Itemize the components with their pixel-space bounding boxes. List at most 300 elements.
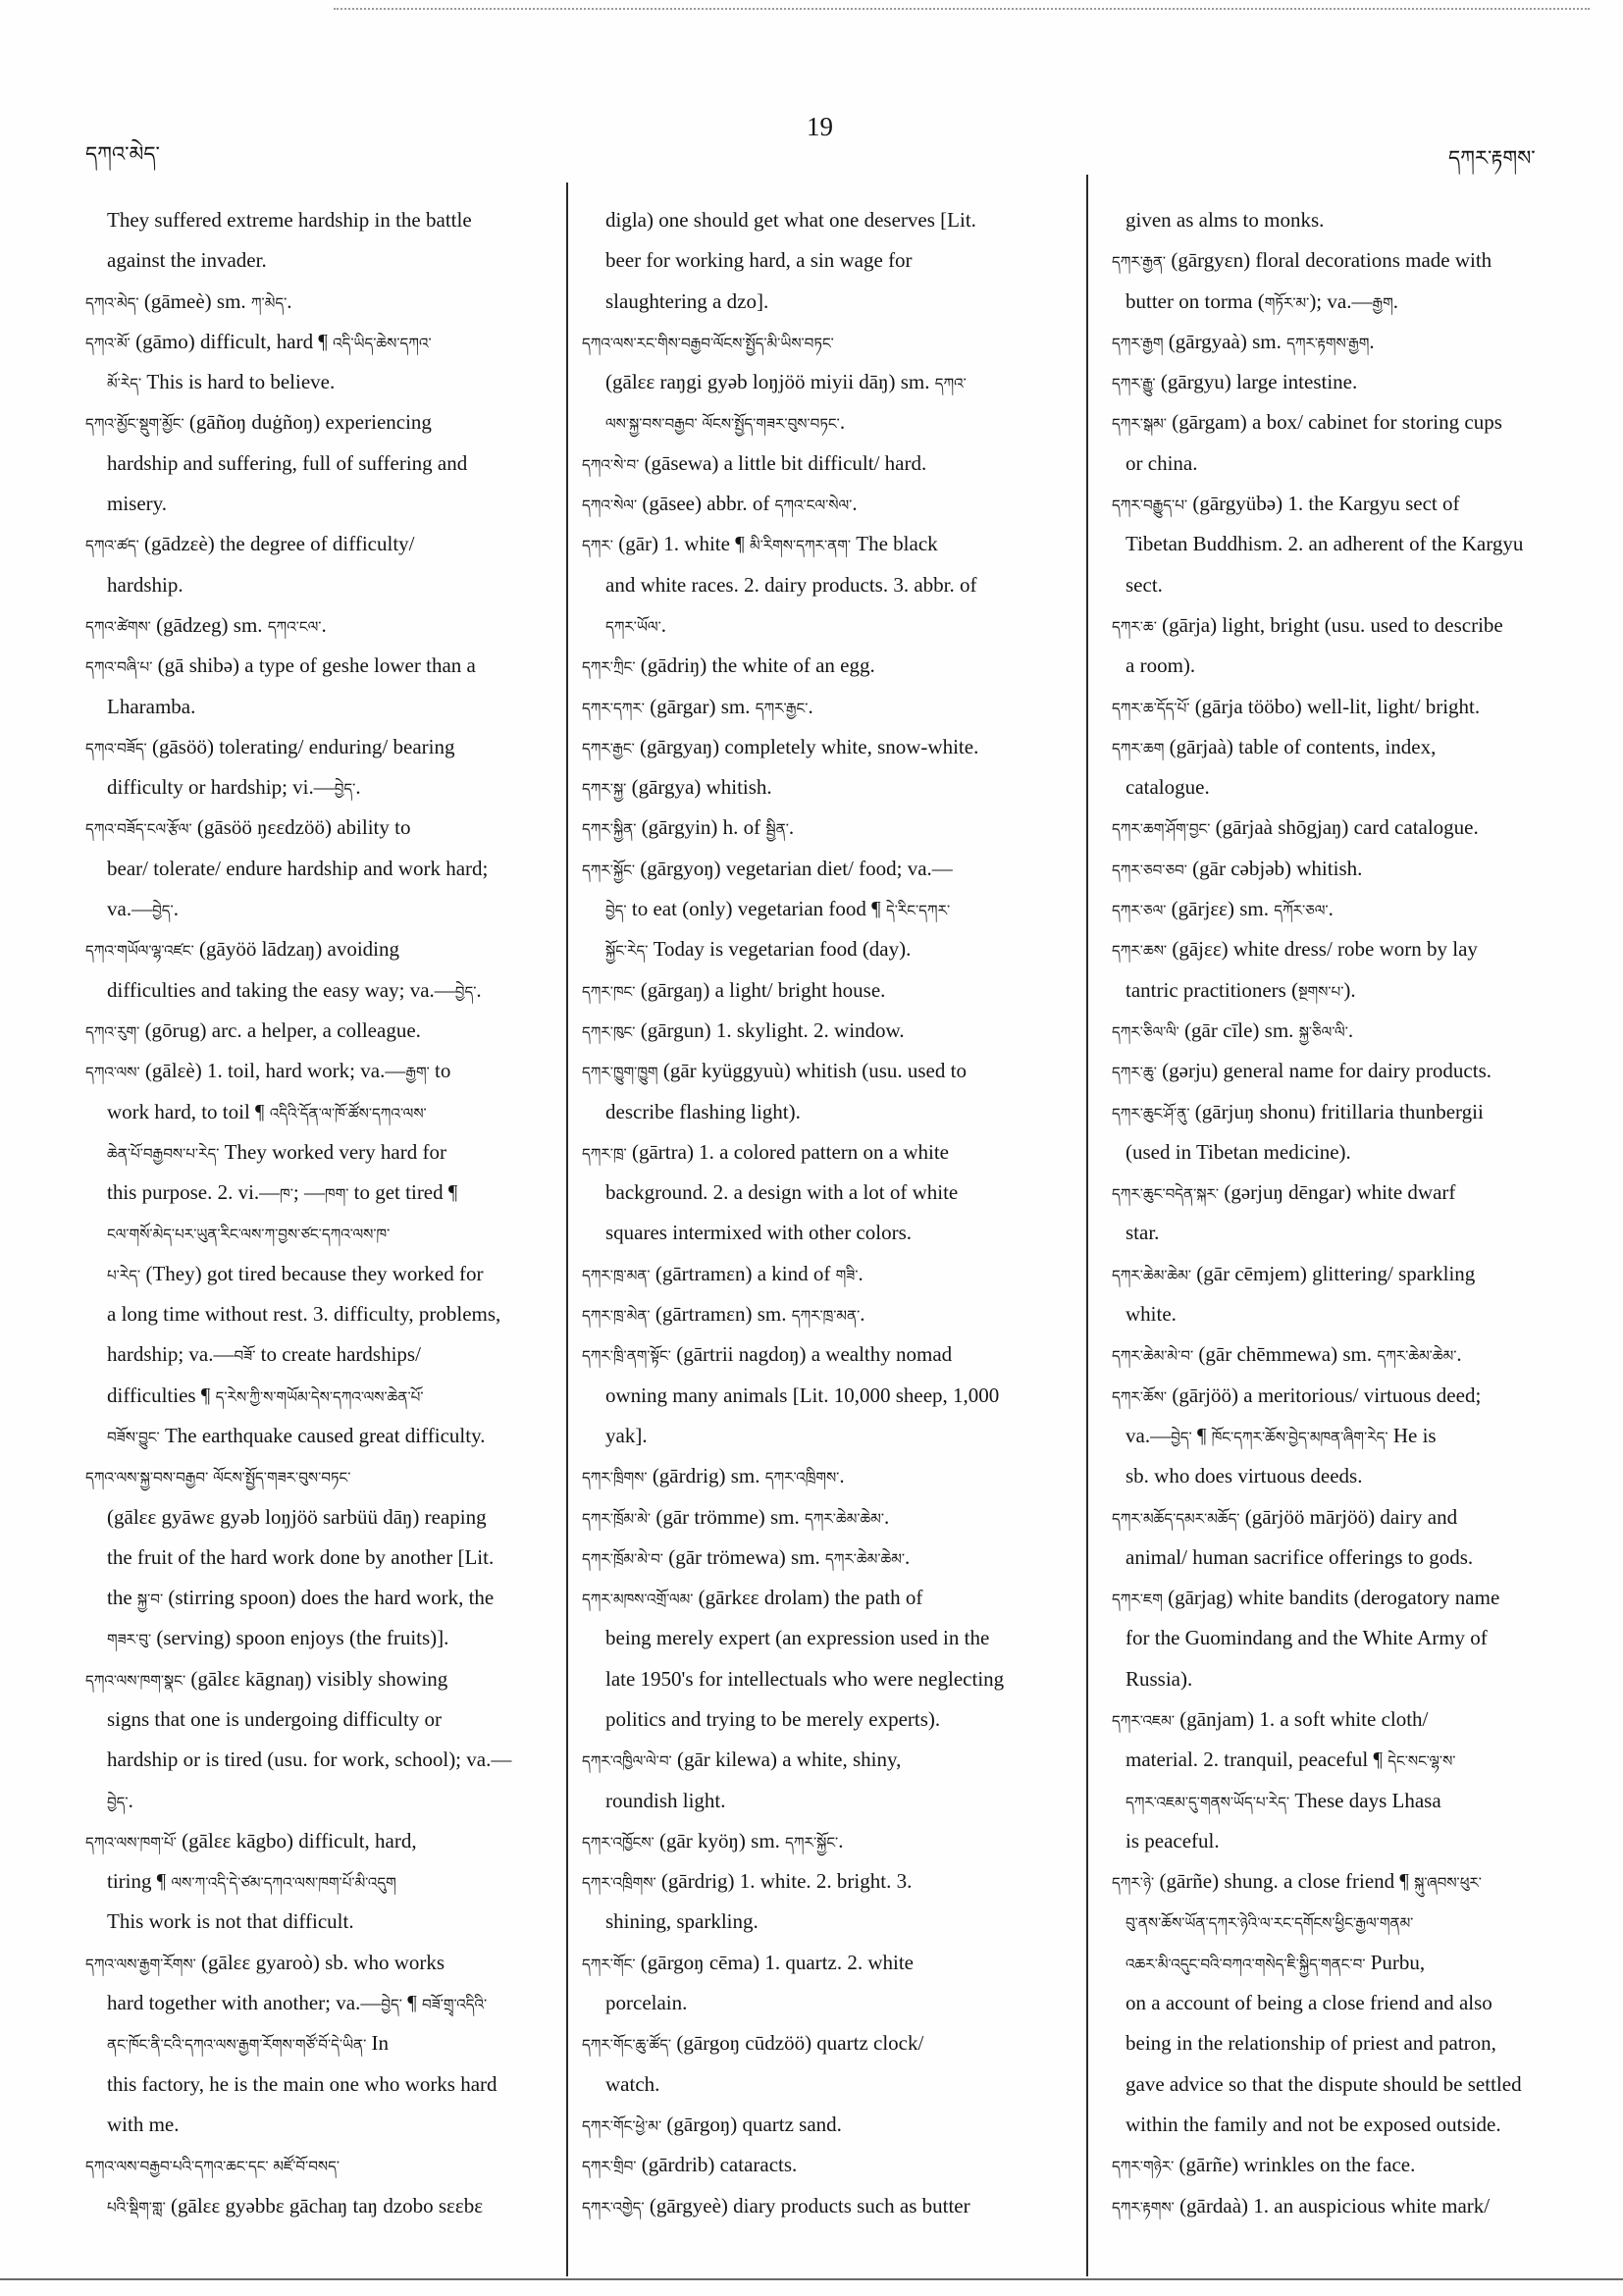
tibetan-text: དཀར་རྒྱུ་ bbox=[1112, 375, 1156, 393]
entry-continuation-line: yak]. bbox=[605, 1423, 648, 1447]
entry-continuation-line: hardship and suffering, full of suffering and bbox=[107, 450, 468, 475]
entry-continuation-line: the སྐྱ་བ་ (stirring spoon) does the hard work, the bbox=[107, 1586, 495, 1610]
tibetan-text: དཀར་འཁྲིགས་ bbox=[764, 1469, 840, 1487]
tibetan-text: སྐུ་ཞབས་ཕུར་ bbox=[1414, 1874, 1482, 1893]
tibetan-text: རྒྱག་ bbox=[405, 1064, 430, 1082]
dictionary-entry bbox=[1112, 849, 1585, 889]
tibetan-text: བྱེད་ bbox=[381, 1996, 402, 2014]
tibetan-text: དཀར་ཅལ་ bbox=[1112, 902, 1167, 920]
entry-continuation-line: squares intermixed with other colors. bbox=[605, 1221, 913, 1245]
entry-continuation-line: hard together with another; va.—བྱེད་ ¶ བཟོ་གྲྭ་འདིའི་ bbox=[107, 1991, 488, 2015]
entry-headword-line: དཀའ་ལས་ (gālɛè) 1. toil, hard work; va.—རྒྱག་ to bbox=[85, 1059, 451, 1083]
tibetan-text: ཁོང་དཀར་ཆོས་བྱེད་མཁན་ཞིག་རེད་ bbox=[1211, 1428, 1388, 1446]
tibetan-text: དཀར་ཆས་ bbox=[1112, 942, 1168, 961]
entry-headword-line: དཀར་ཅལ་ (gārjɛɛ) sm. དཀོར་ཅལ་. bbox=[1112, 897, 1334, 921]
entry-headword-line: དཀར་ཇག (gārjag) white bandits (derogatory name bbox=[1112, 1586, 1500, 1610]
tibetan-text: སྔགས་པ་ bbox=[1298, 982, 1344, 1001]
dictionary-entry bbox=[1112, 1334, 1585, 1375]
entry-continuation-line: va.—བྱེད་. bbox=[107, 897, 179, 921]
entry-headword-line: དཀར་ཁུང་ (gārgun) 1. skylight. 2. window. bbox=[582, 1018, 905, 1042]
entry-continuation-line: with me. bbox=[107, 2112, 180, 2136]
entry-headword-line: དཀར་ (gār) 1. white ¶ མི་རིགས་དཀར་ནག་ The black bbox=[582, 532, 938, 556]
tibetan-text: དཀར་ཆ་ bbox=[1112, 617, 1157, 636]
dictionary-entry bbox=[85, 402, 558, 524]
entry-headword-line: དཀར་འཁྱིལ་ལེ་བ་ (gār kilewa) a white, shiny, bbox=[582, 1748, 902, 1772]
dictionary-entry bbox=[582, 808, 1080, 848]
entry-continuation-line: sect. bbox=[1126, 572, 1163, 597]
dictionary-entry bbox=[85, 605, 558, 646]
entry-headword-line: དཀར་བརྒྱུད་པ་ (gārgyübə) 1. the Kargyu sect of bbox=[1112, 492, 1460, 516]
tibetan-text: ཆེན་པོ་བརྒྱབས་པ་རེད་ bbox=[107, 1144, 220, 1163]
tibetan-text: དཀར་ཁྱུག་ཁྱུག bbox=[582, 1064, 658, 1082]
entry-continuation-line: བཟོས་བྱུང་ The earthquake caused great difficulty. bbox=[107, 1423, 486, 1447]
entry-headword-line: དཀར་ཆས་ (gājɛɛ) white dress/ robe worn by lay bbox=[1112, 937, 1478, 962]
tibetan-text: དཀར་སྐྱ་ bbox=[582, 780, 627, 799]
dictionary-entry bbox=[1112, 240, 1585, 322]
entry-headword-line: དཀར་གཉེར་ (gārñe) wrinkles on the face. bbox=[1112, 2153, 1416, 2177]
dictionary-entry bbox=[582, 727, 1080, 767]
entry-headword-line: དཀའ་རུག་ (gōrug) arc. a helper, a colleague. bbox=[85, 1018, 421, 1042]
tibetan-text: སྦྱིན་ bbox=[765, 820, 789, 839]
tibetan-text: ངལ་གསོ་མེད་པར་ཡུན་རིང་ལས་ཀ་བྱས་ཙང་དཀའ་ལས་ཁ་ bbox=[107, 1226, 391, 1244]
tibetan-text: དཀར་སྐྱོང་ bbox=[582, 861, 636, 879]
tibetan-text: དཀར་གོང་ཕྱེ་མ་ bbox=[582, 2116, 662, 2135]
tibetan-text: དཀར་འཁྲིགས་ bbox=[582, 1874, 656, 1893]
tibetan-text: དཀར་ཅབ་ཅབ་ bbox=[1112, 861, 1187, 879]
dictionary-entry bbox=[85, 1456, 558, 1658]
entry-continuation-line: bear/ tolerate/ endure hardship and work hard; bbox=[107, 856, 489, 880]
continued-entry-line: given as alms to monks. bbox=[1126, 208, 1325, 232]
entry-continuation-line: དཀར་ཡོལ་. bbox=[605, 612, 667, 637]
entry-continuation-line: This work is not that difficult. bbox=[107, 1909, 354, 1934]
entry-continuation-line: difficulties and taking the easy way; va.—བྱེད་. bbox=[107, 977, 482, 1002]
dictionary-entry bbox=[1112, 929, 1585, 1011]
entry-headword-line: དཀར་ཁྲོམ་མེ་ (gār trömme) sm. དཀར་ཆེམ་ཆེམ་. bbox=[582, 1504, 890, 1529]
dictionary-entry bbox=[1112, 1051, 1585, 1091]
entry-headword-line: དཀར་སྐྱོང་ (gārgyoŋ) vegetarian diet/ food; va.— bbox=[582, 856, 953, 880]
tibetan-text: དཀའ་ལས་ཁག་པོ་ bbox=[85, 1833, 177, 1852]
tibetan-text: དཀར་ཅིལ་ལི་ bbox=[1112, 1022, 1179, 1041]
entry-continuation-line: on a account of being a close friend and also bbox=[1126, 1991, 1492, 2015]
tibetan-text: ལས་སྐྱ་བས་བརྒྱབ་ ལོངས་སྤྱོད་གཟར་བུས་བཏང་ bbox=[605, 415, 840, 434]
entry-headword-line: དཀར་འཁྱོངས་ (gār kyöŋ) sm. དཀར་སྐྱོང་. bbox=[582, 1828, 844, 1852]
scan-edge-bottom bbox=[0, 2278, 1623, 2280]
entry-continuation-line: being in the relationship of priest and patron, bbox=[1126, 2031, 1496, 2056]
entry-continuation-line: white. bbox=[1126, 1302, 1177, 1327]
tibetan-text: དཀོར་ཅལ་ bbox=[1274, 902, 1329, 920]
dictionary-entry bbox=[85, 808, 558, 929]
column-divider-right bbox=[1086, 175, 1088, 2276]
dictionary-entry bbox=[582, 646, 1080, 686]
entry-headword-line: དཀར་རྒྱུ་ (gārgyu) large intestine. bbox=[1112, 370, 1358, 394]
tibetan-text: དཀར་ཆག་ཤོག་བྱང་ bbox=[1112, 820, 1211, 839]
tibetan-text: གཟར་བུ་ bbox=[107, 1631, 152, 1649]
continued-entry-line: digla) one should get what one deserves [Lit. bbox=[605, 208, 976, 232]
entry-headword-line bbox=[85, 1456, 558, 1496]
entry-headword-line: དཀར་ཆུང་བདེན་སྐར་ (gərjuŋ dēngar) white dwarf bbox=[1112, 1180, 1456, 1205]
tibetan-text: དཀར་རྒྱན་ bbox=[1112, 253, 1167, 272]
entry-continuation-line: tiring ¶ ལས་ཀ་འདི་དེ་ཙམ་དཀའ་ལས་ཁག་པོ་མི་འདུག bbox=[107, 1869, 396, 1894]
tibetan-text: དཀའ་ངལ་སེལ་ bbox=[774, 496, 853, 515]
tibetan-text: འདིའི་དོན་ལ་ཁོ་ཚོས་དཀའ་ལས་ bbox=[269, 1104, 427, 1122]
dictionary-entry bbox=[1112, 1578, 1585, 1699]
dictionary-entry bbox=[1112, 808, 1585, 848]
entry-headword-line: དཀར་ཆ་ (gārja) light, bright (usu. used to describe bbox=[1112, 612, 1503, 637]
entry-headword-line: དཀའ་སེ་བ་ (gāsewa) a little bit difficult/ hard. bbox=[582, 450, 927, 475]
tibetan-text: དཀའ་མོ་ bbox=[85, 334, 131, 352]
entry-continuation-line: སྐྱོང་རེད་ Today is vegetarian food (day). bbox=[605, 937, 912, 962]
tibetan-text: དཀའ་ལས་རང་གིས་བརྒྱབ་ལོངས་སྤྱོད་མི་ཡིས་བཏང་ bbox=[582, 334, 834, 352]
tibetan-text: དཀར་ཆུང་བདེན་སྐར་ bbox=[1112, 1185, 1220, 1204]
entry-continuation-line: shining, sparkling. bbox=[605, 1909, 759, 1934]
tibetan-text: འདི་ཡིད་ཆེས་དཀའ་ bbox=[333, 334, 432, 352]
entry-headword-line: དཀའ་བཟོད་ (gāsöö) tolerating/ enduring/ bearing bbox=[85, 734, 455, 758]
tibetan-text: དཀའ་གཡོལ་ལྷ་འཛང་ bbox=[85, 942, 194, 961]
column-left bbox=[85, 200, 558, 2226]
column-right bbox=[1112, 200, 1585, 2226]
tibetan-text: དཀའ་མྱོང་སྡུག་མྱོང་ bbox=[85, 415, 184, 434]
entry-continuation-line: butter on torma (གཏོར་མ་); va.—རྒྱག. bbox=[1126, 288, 1398, 313]
tibetan-text: དཀར་སྐྱིན་ bbox=[582, 820, 637, 839]
dictionary-entry bbox=[1112, 1173, 1585, 1254]
dictionary-entry bbox=[85, 322, 558, 403]
entry-headword-line: དཀའ་ལས་ཁག་སྣང་ (gālɛɛ kāgnaŋ) visibly showing bbox=[85, 1666, 448, 1691]
tibetan-text: དཀར་མཆོད་དམར་མཆོད་ bbox=[1112, 1509, 1240, 1528]
entry-continuation-line: material. 2. tranquil, peaceful ¶ དེང་སང་ལྷ་ས་ bbox=[1126, 1748, 1456, 1772]
dictionary-entry bbox=[85, 646, 558, 727]
tibetan-text: དཀར་རྟགས་ bbox=[1112, 2198, 1175, 2217]
tibetan-text: དཀའ་ལས་ bbox=[85, 1064, 140, 1082]
dictionary-entry bbox=[1112, 1254, 1585, 1335]
entry-continuation-line: པ་རེད་ (They) got tired because they worked for bbox=[107, 1261, 484, 1285]
tibetan-text: བྱེད་ bbox=[107, 1793, 129, 1811]
tibetan-text: དཀར་ཆག bbox=[1112, 739, 1165, 757]
column-divider-left bbox=[566, 183, 568, 2276]
tibetan-text: དཀར་ཁྲ་ bbox=[582, 1144, 627, 1163]
dictionary-entry bbox=[85, 1051, 558, 1456]
dictionary-entry bbox=[582, 524, 1080, 646]
entry-headword-line: དཀའ་གཡོལ་ལྷ་འཛང་ (gāyöö lādzaŋ) avoiding bbox=[85, 937, 400, 962]
entry-continuation-line: this purpose. 2. vi.—ཁ་; —ཁག་ to get tired ¶ bbox=[107, 1180, 458, 1205]
entry-continuation-line: misery. bbox=[107, 492, 168, 516]
tibetan-text: དཀར་ཆེམ་ཆེམ་ bbox=[804, 1509, 885, 1528]
entry-continuation-line: signs that one is undergoing difficulty or bbox=[107, 1706, 443, 1731]
entry-headword-line: དཀར་ཁང་ (gārgaŋ) a light/ bright house. bbox=[582, 977, 886, 1002]
entry-headword-line: དཀའ་མྱོང་སྡུག་མྱོང་ (gāñoŋ duġñoŋ) experiencing bbox=[85, 410, 432, 435]
entry-headword-line: དཀར་ཁྲིགས་ (gārdrig) sm. དཀར་འཁྲིགས་. bbox=[582, 1464, 845, 1488]
tibetan-text: དཀའ་ལས་བརྒྱབ་པའི་དཀའ་ཆང་དང་ མཛོ་བོ་བསད་ bbox=[85, 2158, 340, 2176]
entry-continuation-line: ཆེན་པོ་བརྒྱབས་པ་རེད་ They worked very hard for bbox=[107, 1139, 446, 1164]
tibetan-text: བྱེད་ bbox=[334, 780, 356, 799]
column-middle bbox=[582, 200, 1080, 2226]
tibetan-text: པའི་སྡིག་གླ་ bbox=[107, 2198, 166, 2217]
page-number: 19 bbox=[807, 112, 833, 141]
tibetan-text: སྐྱ་ཅིལ་ལི་ bbox=[1298, 1022, 1348, 1041]
entry-continuation-line: ལས་སྐྱ་བས་བརྒྱབ་ ལོངས་སྤྱོད་གཟར་བུས་བཏང་. bbox=[605, 410, 846, 435]
entry-headword-line: དཀར་གོང་ཕྱེ་མ་ (gārgoŋ) quartz sand. bbox=[582, 2112, 842, 2136]
dictionary-entry bbox=[582, 1051, 1080, 1132]
entry-continuation-line: va.—བྱེད་ ¶ ཁོང་དཀར་ཆོས་བྱེད་མཁན་ཞིག་རེད་ He is bbox=[1126, 1423, 1437, 1447]
tibetan-text: དཀར་ཁྲི་ནག་སྟོང་ bbox=[582, 1347, 671, 1366]
dictionary-entry bbox=[1112, 322, 1585, 362]
entry-continuation-line: Tibetan Buddhism. 2. an adherent of the Kargyu bbox=[1126, 532, 1524, 556]
entry-continuation-line: འཆར་མི་འདུང་བའི་བཀའ་གསེད་ཇི་སྐྱིད་གནང་བ་ Purbu, bbox=[1126, 1950, 1426, 1974]
tibetan-text: ཁ་ bbox=[280, 1185, 293, 1204]
dictionary-entry bbox=[582, 1011, 1080, 1051]
entry-continuation-line bbox=[85, 1213, 558, 1253]
dictionary-entry bbox=[85, 929, 558, 1011]
continued-entry-line: slaughtering a dzo]. bbox=[605, 288, 769, 313]
dictionary-entry bbox=[1112, 1861, 1585, 2145]
dictionary-entry bbox=[582, 1821, 1080, 1861]
entry-continuation-line: sb. who does virtuous deeds. bbox=[1126, 1464, 1363, 1488]
entry-continuation-line: Lharamba. bbox=[107, 694, 196, 718]
dictionary-entry bbox=[582, 1861, 1080, 1943]
continued-entry-line: against the invader. bbox=[107, 248, 267, 273]
entry-continuation-line: hardship or is tired (usu. for work, school); va.— bbox=[107, 1748, 512, 1772]
tibetan-text: དཀར་གོང་ bbox=[582, 1955, 636, 1973]
dictionary-entry bbox=[1112, 402, 1585, 484]
entry-headword-line: དཀར་དཀར་ (gārgar) sm. དཀར་རྒྱང་. bbox=[582, 694, 813, 718]
entry-headword-line: དཀར་ཆུང་ཤོ་ནུ་ (gārjuŋ shonu) fritillaria thunbergii bbox=[1112, 1099, 1484, 1123]
tibetan-text: དཀར་ཉེ་ bbox=[1112, 1874, 1155, 1893]
entry-continuation-line: tantric practitioners (སྔགས་པ་). bbox=[1126, 977, 1356, 1002]
entry-continuation-line: animal/ human sacrifice offerings to gods. bbox=[1126, 1544, 1474, 1569]
entry-continuation-line: བྱེད་ to eat (only) vegetarian food ¶ དེ་རིང་དཀར་ bbox=[605, 897, 951, 921]
tibetan-text: དཀར་ཆོས་ bbox=[1112, 1387, 1168, 1406]
tibetan-text: དཀར་གཉེར་ bbox=[1112, 2158, 1175, 2176]
entry-continuation-line: background. 2. a design with a lot of white bbox=[605, 1180, 959, 1205]
tibetan-text: དཀར་ཁུང་ bbox=[582, 1022, 636, 1041]
dictionary-entry bbox=[582, 970, 1080, 1011]
entry-headword-line: དཀའ་མེད་ (gāmeè) sm. ཀ་མེད་. bbox=[85, 288, 292, 313]
dictionary-entry bbox=[582, 1943, 1080, 2024]
entry-continuation-line: a long time without rest. 3. difficulty, problems, bbox=[107, 1302, 501, 1327]
tibetan-text: དཀར་རྒྱང་ bbox=[755, 699, 809, 717]
tibetan-text: འཆར་མི་འདུང་བའི་བཀའ་གསེད་ཇི་སྐྱིད་གནང་བ་ bbox=[1126, 1955, 1366, 1973]
entry-continuation-line: and white races. 2. dairy products. 3. abbr. of bbox=[605, 572, 977, 597]
tibetan-text: དཀའ་བཟོད་ bbox=[85, 739, 147, 757]
entry-headword-line: དཀའ་ཚེགས་ (gādzeg) sm. དཀའ་ངལ་. bbox=[85, 612, 327, 637]
tibetan-text: གཏོར་མ་ bbox=[1264, 293, 1310, 312]
entry-headword-line: དཀར་མཁས་འགྲོ་ལམ་ (gārkɛɛ drolam) the path of bbox=[582, 1586, 923, 1610]
dictionary-entry bbox=[582, 1254, 1080, 1294]
entry-continuation-line: for the Guomindang and the White Army of bbox=[1126, 1626, 1488, 1650]
tibetan-text: དཀའ་སེ་བ་ bbox=[582, 455, 640, 474]
entry-headword-line: དཀར་ཆུ་ (gərju) general name for dairy products. bbox=[1112, 1059, 1492, 1083]
tibetan-text: དཀའ་ཚད་ bbox=[85, 537, 139, 555]
entry-continuation-line: within the family and not be exposed outside. bbox=[1126, 2112, 1501, 2136]
tibetan-text: དཀར་ཆེམ་ཆེམ་ bbox=[825, 1549, 906, 1568]
dictionary-entry bbox=[1112, 605, 1585, 687]
dictionary-entry bbox=[1112, 362, 1585, 402]
tibetan-text: དཀར་ཡོལ་ bbox=[605, 617, 661, 636]
dictionary-entry bbox=[85, 1943, 558, 2145]
tibetan-text: དཀར་ཁྲིགས་ bbox=[582, 1469, 648, 1487]
entry-continuation-line: གཟར་བུ་ (serving) spoon enjoys (the fruits)]. bbox=[107, 1626, 449, 1650]
entry-continuation-line: roundish light. bbox=[605, 1788, 726, 1812]
tibetan-text: དེ་རིང་དཀར་ bbox=[885, 902, 951, 920]
entry-headword-line: དཀར་འཁྲིགས་ (gārdrig) 1. white. 2. bright. 3. bbox=[582, 1869, 913, 1894]
tibetan-text: དཀར་ཆ་དོད་པོ་ bbox=[1112, 699, 1190, 717]
tibetan-text: ལས་ཀ་འདི་དེ་ཙམ་དཀའ་ལས་ཁག་པོ་མི་འདུག bbox=[171, 1874, 396, 1893]
entry-continuation-line: catalogue. bbox=[1126, 775, 1210, 800]
entry-headword-line: དཀར་ཁྲ་ (gārtra) 1. a colored pattern on a white bbox=[582, 1139, 950, 1164]
tibetan-text: དཀར་བརྒྱུད་པ་ bbox=[1112, 496, 1188, 515]
tibetan-text: དཀར་སྒམ་ bbox=[1112, 415, 1167, 434]
tibetan-text: དཀའ་ bbox=[934, 375, 967, 393]
tibetan-text: བཟོ་གྲྭ་འདིའི་ bbox=[421, 1996, 488, 2014]
dictionary-entry bbox=[1112, 2186, 1585, 2226]
entry-continuation-line: difficulty or hardship; vi.—བྱེད་. bbox=[107, 775, 361, 800]
tibetan-text: མོ་རེད་ bbox=[107, 375, 142, 393]
entry-headword-line: དཀར་མཆོད་དམར་མཆོད་ (gārjöö mārjöö) dairy and bbox=[1112, 1504, 1458, 1529]
entry-continuation-line: owning many animals [Lit. 10,000 sheep, 1,000 bbox=[605, 1383, 1000, 1407]
entry-headword-line: དཀའ་མོ་ (gāmo) difficult, hard ¶ འདི་ཡིད་ཆེས་དཀའ་ bbox=[85, 329, 432, 353]
tibetan-text: དཀར་ཁྲོམ་མེ་ bbox=[582, 1509, 652, 1528]
entry-continuation-line: or china. bbox=[1126, 450, 1198, 475]
tibetan-text: དཀར་གྲིབ་ bbox=[582, 2158, 637, 2176]
entry-headword-line: དཀར་ཉེ་ (gārñe) shung. a close friend ¶ སྐུ་ཞབས་ཕུར་ bbox=[1112, 1869, 1482, 1894]
entry-continuation-line: hardship; va.—བཟོ་ to create hardships/ bbox=[107, 1342, 421, 1367]
tibetan-text: དཀར་དཀར་ bbox=[582, 699, 645, 717]
tibetan-text: དཀར་ཇག bbox=[1112, 1591, 1163, 1609]
entry-continuation-line: (gālɛɛ raŋgi gyəb loŋjöö miyii dāŋ) sm. དཀའ་ bbox=[605, 370, 967, 394]
header-left-guideword: དཀའ་མེད་ bbox=[85, 142, 160, 166]
dictionary-entry bbox=[85, 1821, 558, 1943]
dictionary-entry bbox=[582, 2186, 1080, 2226]
tibetan-text: མི་རིགས་དཀར་ནག་ bbox=[749, 537, 852, 555]
entry-headword-line: དཀར་རྟགས་ (gārdaà) 1. an auspicious white mark/ bbox=[1112, 2193, 1491, 2218]
entry-continuation-line: དཀར་འཇམ་དུ་གནས་ཡོད་པ་རེད་ These days Lhasa bbox=[1126, 1788, 1441, 1812]
entry-continuation-line: is peaceful. bbox=[1126, 1828, 1220, 1852]
entry-headword-line bbox=[85, 2145, 558, 2185]
entry-continuation-line: བྱེད་. bbox=[107, 1788, 133, 1812]
tibetan-text: དཀར་གོང་ཆུ་ཚོད་ bbox=[582, 2036, 672, 2055]
entry-continuation-line: difficulties ¶ ད་རེས་ཀྱི་ས་གཡོམ་དེས་དཀའ་ལས་ཆེན་པོ་ bbox=[107, 1383, 424, 1407]
dictionary-entry bbox=[1112, 2145, 1585, 2185]
tibetan-text: དཀའ་ལས་སྐྱ་བས་བརྒྱབ་ ལོངས་སྤྱོད་གཟར་བུས་བཏང་ bbox=[85, 1469, 351, 1487]
entry-headword-line: དཀར་ཆ་དོད་པོ་ (gārja tööbo) well-lit, light/ bright. bbox=[1112, 694, 1481, 718]
tibetan-text: དཀའ་བཟོད་ངལ་རྩོལ་ bbox=[85, 820, 192, 839]
tibetan-text: དཀར་སྐྱོང་ bbox=[785, 1833, 839, 1852]
entry-headword-line: དཀའ་བཟོད་ངལ་རྩོལ་ (gāsöö ŋɛɛdzöö) ability to bbox=[85, 815, 411, 840]
tibetan-text: ཁག་ bbox=[325, 1185, 349, 1204]
tibetan-text: བཟོ་ bbox=[234, 1347, 256, 1366]
tibetan-text: ནང་ཁོང་ནི་ངའི་དཀའ་ལས་རྒྱག་རོགས་གཙོ་བོ་དེ་ཡིན་ bbox=[107, 2036, 367, 2055]
entry-continuation-line: gave advice so that the dispute should be settled bbox=[1126, 2071, 1522, 2096]
entry-headword-line: དཀའ་ལས་ཁག་པོ་ (gālɛɛ kāgbo) difficult, hard, bbox=[85, 1828, 417, 1852]
dictionary-entry bbox=[582, 849, 1080, 970]
tibetan-text: དཀར་ཆེམ་ཆེམ་ bbox=[1377, 1347, 1457, 1366]
tibetan-text: དཀར་འཇམ་ bbox=[1112, 1711, 1176, 1730]
tibetan-text: དཀའ་ལས་རྒྱག་རོགས་ bbox=[85, 1955, 196, 1973]
entry-headword-line: དཀའ་བཞི་པ་ (gā shibə) a type of geshe lower than a bbox=[85, 653, 476, 678]
entry-continuation-line: work hard, to toil ¶ འདིའི་དོན་ལ་ཁོ་ཚོས་དཀའ་ལས་ bbox=[107, 1099, 427, 1123]
entry-continuation-line: Russia). bbox=[1126, 1666, 1193, 1691]
tibetan-text: དཀར་ཆེམ་ཆེམ་ bbox=[1112, 1266, 1192, 1284]
dictionary-entry bbox=[1112, 484, 1585, 605]
tibetan-text: དེང་སང་ལྷ་ས་ bbox=[1387, 1752, 1456, 1771]
entry-continuation-line: (used in Tibetan medicine). bbox=[1126, 1139, 1351, 1164]
entry-headword-line: དཀར་གོང་ (gārgoŋ cēma) 1. quartz. 2. white bbox=[582, 1950, 914, 1974]
entry-headword-line: དཀར་སྐྱིན་ (gārgyin) h. of སྦྱིན་. bbox=[582, 815, 795, 840]
tibetan-text: དཀའ་ངལ་ bbox=[267, 617, 322, 636]
entry-headword-line: དཀར་ཁྲོམ་མེ་བ་ (gār trömewa) sm. དཀར་ཆེམ་ཆེམ་. bbox=[582, 1544, 911, 1569]
entry-continuation-line: a room). bbox=[1126, 653, 1196, 678]
tibetan-text: དཀར་འཇམ་དུ་གནས་ཡོད་པ་རེད་ bbox=[1126, 1793, 1290, 1811]
dictionary-entry bbox=[582, 767, 1080, 808]
entry-headword-line: དཀར་ཆེམ་ཆེམ་ (gār cēmjem) glittering/ sparkling bbox=[1112, 1261, 1476, 1285]
entry-headword-line bbox=[582, 322, 1080, 362]
entry-headword-line: དཀར་ཁྱུག་ཁྱུག (gār kyüggyuù) whitish (usu. used to bbox=[582, 1059, 967, 1083]
tibetan-text: དཀར་ཆེམ་མེ་བ་ bbox=[1112, 1347, 1194, 1366]
tibetan-text: བུ་ནས་ཆོས་ཡོན་དཀར་ཉེའི་ལ་རང་དགོངས་ཕྱིང་རྒྱལ་གནམ་ bbox=[1126, 1914, 1414, 1933]
entry-headword-line: དཀར་ཅབ་ཅབ་ (gār cəbjəb) whitish. bbox=[1112, 856, 1363, 880]
dictionary-entry bbox=[582, 1740, 1080, 1821]
entry-headword-line: དཀར་སྒམ་ (gārgam) a box/ cabinet for storing cups bbox=[1112, 410, 1502, 435]
tibetan-text: དཀའ་རུག་ bbox=[85, 1022, 140, 1041]
entry-headword-line: དཀར་ཅིལ་ལི་ (gār cīle) sm. སྐྱ་ཅིལ་ལི་. bbox=[1112, 1018, 1354, 1042]
entry-continuation-line: watch. bbox=[605, 2071, 660, 2096]
tibetan-text: དཀའ་བཞི་པ་ bbox=[85, 658, 153, 677]
dictionary-entry bbox=[582, 2105, 1080, 2145]
tibetan-text: ད་རེས་ཀྱི་ས་གཡོམ་དེས་དཀའ་ལས་ཆེན་པོ་ bbox=[215, 1387, 424, 1406]
entry-headword-line: དཀར་རྒྱག (gārgyaà) sm. དཀར་རྟགས་རྒྱག. bbox=[1112, 329, 1375, 353]
tibetan-text: དཀར་ཁྲ་མན་ bbox=[791, 1307, 861, 1326]
entry-headword-line: དཀར་ཆེམ་མེ་བ་ (gār chēmmewa) sm. དཀར་ཆེམ་ཆེམ་. bbox=[1112, 1342, 1462, 1367]
dictionary-entry bbox=[85, 524, 558, 605]
continued-entry-line: They suffered extreme hardship in the battle bbox=[107, 208, 472, 232]
dictionary-entry bbox=[582, 484, 1080, 524]
dictionary-entry bbox=[85, 282, 558, 322]
tibetan-text: དཀར་ཁྲོམ་མེ་བ་ bbox=[582, 1549, 663, 1568]
dictionary-entry bbox=[582, 1132, 1080, 1254]
tibetan-text: བྱེད་ bbox=[454, 982, 477, 1001]
entry-continuation-line: star. bbox=[1126, 1221, 1160, 1245]
tibetan-text: དཀའ་མེད་ bbox=[85, 293, 139, 312]
entry-headword-line: དཀར་འགྱེད་ (gārgyeè) diary products such as butter bbox=[582, 2193, 970, 2218]
tibetan-text: དཀར་ཁྲ་མན་ bbox=[582, 1266, 651, 1284]
tibetan-text: དཀའ་ཚེགས་ bbox=[85, 617, 151, 636]
tibetan-text: དཀར་ཆུ་ bbox=[1112, 1064, 1157, 1082]
tibetan-text: དཀར་རྒྱང་ bbox=[582, 739, 635, 757]
entry-continuation-line: པའི་སྡིག་གླ་ (gālɛɛ gyəbbɛ gāchaŋ taŋ dzobo sɛɛbɛ bbox=[107, 2193, 484, 2218]
entry-headword-line: དཀར་ཁྲ་མེན་ (gārtramɛn) sm. དཀར་ཁྲ་མན་. bbox=[582, 1302, 865, 1327]
entry-headword-line: དཀར་ཆག (gārjaà) table of contents, index, bbox=[1112, 734, 1437, 758]
entry-continuation-line: politics and trying to be merely experts). bbox=[605, 1706, 941, 1731]
entry-continuation-line: hardship. bbox=[107, 572, 183, 597]
entry-continuation-line: མོ་རེད་ This is hard to believe. bbox=[107, 370, 336, 394]
dictionary-entry bbox=[1112, 1497, 1585, 1579]
entry-headword-line: དཀའ་སེལ་ (gāsee) abbr. of དཀའ་ངལ་སེལ་. bbox=[582, 492, 858, 516]
entry-headword-line: དཀར་ཆོས་ (gārjöö) a meritorious/ virtuous deed; bbox=[1112, 1383, 1482, 1407]
dictionary-entry bbox=[582, 444, 1080, 484]
tibetan-text: དཀར་ཀྲིང་ bbox=[582, 658, 636, 677]
dictionary-entry bbox=[85, 2145, 558, 2226]
tibetan-text: དཀར་ bbox=[582, 537, 613, 555]
entry-continuation-line: this factory, he is the main one who works hard bbox=[107, 2071, 497, 2096]
dictionary-entry bbox=[1112, 727, 1585, 809]
entry-headword-line: དཀའ་ལས་རྒྱག་རོགས་ (gālɛɛ gyaroò) sb. who works bbox=[85, 1950, 445, 1974]
tibetan-text: དཀར་འཁྱིལ་ལེ་བ་ bbox=[582, 1752, 672, 1771]
dictionary-entry bbox=[582, 2145, 1080, 2185]
dictionary-entry bbox=[582, 322, 1080, 444]
entry-headword-line: དཀའ་ཚད་ (gādzɛè) the degree of difficulty/ bbox=[85, 532, 415, 556]
dictionary-entry bbox=[582, 687, 1080, 727]
entry-headword-line: དཀར་ཁྲི་ནག་སྟོང་ (gārtrii nagdoŋ) a wealthy nomad bbox=[582, 1342, 953, 1367]
tibetan-text: རྒྱག bbox=[1372, 293, 1393, 312]
